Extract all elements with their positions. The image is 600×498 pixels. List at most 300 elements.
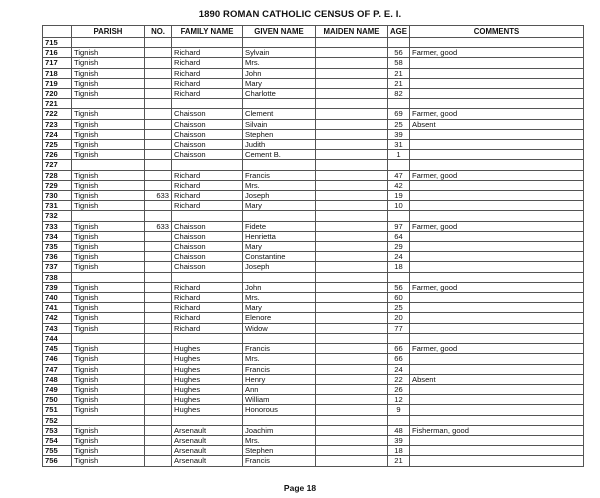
- age-cell: 19: [388, 191, 410, 201]
- maiden-name-cell: [316, 323, 388, 333]
- no-cell: [145, 68, 172, 78]
- family-name-cell: Hughes: [172, 374, 243, 384]
- age-cell: [388, 211, 410, 221]
- family-name-cell: Chaisson: [172, 262, 243, 272]
- maiden-name-cell: [316, 150, 388, 160]
- no-cell: 633: [145, 221, 172, 231]
- parish-cell: Tignish: [72, 405, 145, 415]
- table-row: [43, 89, 584, 99]
- column-header: NO.: [145, 26, 172, 38]
- given-name-cell: [243, 211, 316, 221]
- family-name-cell: Arsenault: [172, 446, 243, 456]
- maiden-name-cell: [316, 344, 388, 354]
- given-name-cell: Silvain: [243, 119, 316, 129]
- parish-cell: Tignish: [72, 364, 145, 374]
- row-number: 730: [43, 191, 72, 201]
- given-name-cell: Stephen: [243, 446, 316, 456]
- row-number: 728: [43, 170, 72, 180]
- comments-cell: Farmer, good: [410, 170, 584, 180]
- comments-cell: [410, 405, 584, 415]
- family-name-cell: Arsenault: [172, 456, 243, 466]
- no-cell: [145, 129, 172, 139]
- no-cell: [145, 140, 172, 150]
- table-row: [43, 231, 584, 241]
- comments-cell: [410, 262, 584, 272]
- row-number: 731: [43, 201, 72, 211]
- age-cell: 60: [388, 293, 410, 303]
- comments-cell: [410, 191, 584, 201]
- family-name-cell: [172, 38, 243, 48]
- age-cell: 77: [388, 323, 410, 333]
- parish-cell: Tignish: [72, 344, 145, 354]
- row-number: 735: [43, 242, 72, 252]
- parish-cell: Tignish: [72, 191, 145, 201]
- maiden-name-cell: [316, 364, 388, 374]
- comments-cell: Farmer, good: [410, 221, 584, 231]
- maiden-name-cell: [316, 374, 388, 384]
- table-row: [43, 323, 584, 333]
- maiden-name-cell: [316, 38, 388, 48]
- parish-cell: Tignish: [72, 221, 145, 231]
- comments-cell: [410, 129, 584, 139]
- comments-cell: [410, 180, 584, 190]
- table-row: [43, 109, 584, 119]
- given-name-cell: Cement B.: [243, 150, 316, 160]
- age-cell: 66: [388, 354, 410, 364]
- table-row: [43, 282, 584, 292]
- row-number: 734: [43, 231, 72, 241]
- age-cell: [388, 272, 410, 282]
- age-cell: 48: [388, 425, 410, 435]
- given-name-cell: Francis: [243, 364, 316, 374]
- given-name-cell: Mary: [243, 78, 316, 88]
- comments-cell: [410, 201, 584, 211]
- parish-cell: [72, 333, 145, 343]
- maiden-name-cell: [316, 180, 388, 190]
- comments-cell: [410, 140, 584, 150]
- maiden-name-cell: [316, 140, 388, 150]
- table-row: [43, 129, 584, 139]
- row-number: 737: [43, 262, 72, 272]
- parish-cell: Tignish: [72, 262, 145, 272]
- age-cell: 18: [388, 262, 410, 272]
- no-cell: [145, 435, 172, 445]
- no-cell: [145, 323, 172, 333]
- table-row: [43, 405, 584, 415]
- table-row: [43, 435, 584, 445]
- given-name-cell: [243, 272, 316, 282]
- maiden-name-cell: [316, 170, 388, 180]
- family-name-cell: Richard: [172, 313, 243, 323]
- age-cell: 82: [388, 89, 410, 99]
- given-name-cell: Clement: [243, 109, 316, 119]
- given-name-cell: Widow: [243, 323, 316, 333]
- row-number: 740: [43, 293, 72, 303]
- given-name-cell: Mary: [243, 242, 316, 252]
- row-number: 747: [43, 364, 72, 374]
- table-row: [43, 293, 584, 303]
- parish-cell: Tignish: [72, 78, 145, 88]
- maiden-name-cell: [316, 48, 388, 58]
- no-cell: [145, 405, 172, 415]
- table-row: [43, 252, 584, 262]
- row-number: 725: [43, 140, 72, 150]
- maiden-name-cell: [316, 99, 388, 109]
- table-row: [43, 150, 584, 160]
- family-name-cell: Richard: [172, 303, 243, 313]
- row-number: 736: [43, 252, 72, 262]
- parish-cell: Tignish: [72, 242, 145, 252]
- family-name-cell: Chaisson: [172, 140, 243, 150]
- maiden-name-cell: [316, 354, 388, 364]
- table-row: [43, 425, 584, 435]
- age-cell: 26: [388, 384, 410, 394]
- row-number: 719: [43, 78, 72, 88]
- age-cell: 25: [388, 119, 410, 129]
- family-name-cell: Chaisson: [172, 242, 243, 252]
- row-number: 744: [43, 333, 72, 343]
- comments-cell: [410, 293, 584, 303]
- age-cell: [388, 415, 410, 425]
- row-number: 716: [43, 48, 72, 58]
- family-name-cell: Hughes: [172, 364, 243, 374]
- row-number: 722: [43, 109, 72, 119]
- table-row: [43, 140, 584, 150]
- row-number: 715: [43, 38, 72, 48]
- maiden-name-cell: [316, 313, 388, 323]
- given-name-cell: Constantine: [243, 252, 316, 262]
- given-name-cell: Ann: [243, 384, 316, 394]
- row-number: 729: [43, 180, 72, 190]
- row-number: 752: [43, 415, 72, 425]
- given-name-cell: Mrs.: [243, 435, 316, 445]
- comments-cell: [410, 303, 584, 313]
- maiden-name-cell: [316, 456, 388, 466]
- parish-cell: Tignish: [72, 201, 145, 211]
- family-name-cell: Chaisson: [172, 109, 243, 119]
- maiden-name-cell: [316, 58, 388, 68]
- age-cell: 18: [388, 446, 410, 456]
- family-name-cell: Hughes: [172, 405, 243, 415]
- age-cell: 39: [388, 435, 410, 445]
- family-name-cell: Richard: [172, 48, 243, 58]
- parish-cell: [72, 211, 145, 221]
- comments-cell: Farmer, good: [410, 48, 584, 58]
- given-name-cell: Francis: [243, 170, 316, 180]
- given-name-cell: Mary: [243, 201, 316, 211]
- given-name-cell: John: [243, 282, 316, 292]
- maiden-name-cell: [316, 293, 388, 303]
- no-cell: [145, 150, 172, 160]
- age-cell: [388, 160, 410, 170]
- row-number: 739: [43, 282, 72, 292]
- table-row: [43, 119, 584, 129]
- comments-cell: [410, 395, 584, 405]
- given-name-cell: Joseph: [243, 262, 316, 272]
- family-name-cell: Chaisson: [172, 252, 243, 262]
- column-header: COMMENTS: [410, 26, 584, 38]
- table-row: [43, 446, 584, 456]
- row-number: 756: [43, 456, 72, 466]
- no-cell: [145, 180, 172, 190]
- age-cell: 9: [388, 405, 410, 415]
- no-cell: [145, 354, 172, 364]
- row-number: 750: [43, 395, 72, 405]
- age-cell: 42: [388, 180, 410, 190]
- row-number: 746: [43, 354, 72, 364]
- given-name-cell: Sylvain: [243, 48, 316, 58]
- age-cell: 20: [388, 313, 410, 323]
- row-number: 755: [43, 446, 72, 456]
- comments-cell: [410, 272, 584, 282]
- column-header: FAMILY NAME: [172, 26, 243, 38]
- age-cell: 21: [388, 68, 410, 78]
- given-name-cell: Mrs.: [243, 354, 316, 364]
- no-cell: [145, 231, 172, 241]
- maiden-name-cell: [316, 129, 388, 139]
- parish-cell: Tignish: [72, 231, 145, 241]
- no-cell: [145, 99, 172, 109]
- given-name-cell: Elenore: [243, 313, 316, 323]
- parish-cell: Tignish: [72, 323, 145, 333]
- family-name-cell: Richard: [172, 323, 243, 333]
- parish-cell: Tignish: [72, 68, 145, 78]
- age-cell: 25: [388, 303, 410, 313]
- parish-cell: Tignish: [72, 456, 145, 466]
- row-number: 724: [43, 129, 72, 139]
- no-cell: [145, 374, 172, 384]
- family-name-cell: Chaisson: [172, 231, 243, 241]
- maiden-name-cell: [316, 160, 388, 170]
- comments-cell: [410, 68, 584, 78]
- given-name-cell: Henry: [243, 374, 316, 384]
- page-number: Page 18: [283, 483, 317, 493]
- no-cell: [145, 293, 172, 303]
- row-number: 754: [43, 435, 72, 445]
- age-cell: [388, 333, 410, 343]
- row-number: 721: [43, 99, 72, 109]
- family-name-cell: Richard: [172, 68, 243, 78]
- age-cell: 29: [388, 242, 410, 252]
- parish-cell: Tignish: [72, 180, 145, 190]
- comments-cell: Absent: [410, 374, 584, 384]
- column-header: PARISH: [72, 26, 145, 38]
- age-cell: 12: [388, 395, 410, 405]
- parish-cell: Tignish: [72, 425, 145, 435]
- comments-cell: [410, 313, 584, 323]
- parish-cell: [72, 99, 145, 109]
- row-number: 753: [43, 425, 72, 435]
- age-cell: 66: [388, 344, 410, 354]
- parish-cell: Tignish: [72, 58, 145, 68]
- maiden-name-cell: [316, 405, 388, 415]
- parish-cell: Tignish: [72, 354, 145, 364]
- maiden-name-cell: [316, 435, 388, 445]
- family-name-cell: Richard: [172, 78, 243, 88]
- comments-cell: [410, 415, 584, 425]
- parish-cell: Tignish: [72, 395, 145, 405]
- maiden-name-cell: [316, 211, 388, 221]
- table-row: [43, 344, 584, 354]
- given-name-cell: Henrietta: [243, 231, 316, 241]
- row-number: 741: [43, 303, 72, 313]
- table-row: [43, 58, 584, 68]
- no-cell: [145, 160, 172, 170]
- age-cell: 21: [388, 78, 410, 88]
- column-header: GIVEN NAME: [243, 26, 316, 38]
- maiden-name-cell: [316, 109, 388, 119]
- family-name-cell: Arsenault: [172, 435, 243, 445]
- maiden-name-cell: [316, 415, 388, 425]
- census-table: [42, 25, 584, 467]
- no-cell: [145, 48, 172, 58]
- maiden-name-cell: [316, 303, 388, 313]
- comments-cell: Absent: [410, 119, 584, 129]
- table-row: [43, 170, 584, 180]
- parish-cell: Tignish: [72, 89, 145, 99]
- parish-cell: [72, 272, 145, 282]
- maiden-name-cell: [316, 395, 388, 405]
- given-name-cell: Francis: [243, 344, 316, 354]
- row-number: 738: [43, 272, 72, 282]
- given-name-cell: Stephen: [243, 129, 316, 139]
- no-cell: [145, 89, 172, 99]
- comments-cell: [410, 99, 584, 109]
- maiden-name-cell: [316, 68, 388, 78]
- maiden-name-cell: [316, 333, 388, 343]
- no-cell: [145, 58, 172, 68]
- no-cell: [145, 425, 172, 435]
- no-cell: [145, 201, 172, 211]
- table-row: [43, 221, 584, 231]
- parish-cell: [72, 38, 145, 48]
- given-name-cell: [243, 160, 316, 170]
- comments-cell: [410, 446, 584, 456]
- no-cell: [145, 242, 172, 252]
- age-cell: 58: [388, 58, 410, 68]
- family-name-cell: Hughes: [172, 384, 243, 394]
- comments-cell: Farmer, good: [410, 109, 584, 119]
- family-name-cell: Arsenault: [172, 425, 243, 435]
- maiden-name-cell: [316, 231, 388, 241]
- given-name-cell: Joseph: [243, 191, 316, 201]
- comments-cell: [410, 231, 584, 241]
- family-name-cell: Hughes: [172, 395, 243, 405]
- table-row: [43, 364, 584, 374]
- age-cell: 1: [388, 150, 410, 160]
- table-row: [43, 242, 584, 252]
- parish-cell: Tignish: [72, 170, 145, 180]
- maiden-name-cell: [316, 191, 388, 201]
- row-number: 743: [43, 323, 72, 333]
- family-name-cell: [172, 333, 243, 343]
- no-cell: [145, 364, 172, 374]
- no-cell: [145, 446, 172, 456]
- age-cell: 24: [388, 252, 410, 262]
- census-body: [43, 38, 584, 467]
- maiden-name-cell: [316, 78, 388, 88]
- comments-cell: Farmer, good: [410, 344, 584, 354]
- family-name-cell: [172, 160, 243, 170]
- row-number: 717: [43, 58, 72, 68]
- no-cell: [145, 262, 172, 272]
- age-cell: 97: [388, 221, 410, 231]
- no-cell: [145, 119, 172, 129]
- no-cell: [145, 282, 172, 292]
- no-cell: [145, 456, 172, 466]
- parish-cell: Tignish: [72, 435, 145, 445]
- comments-cell: [410, 354, 584, 364]
- maiden-name-cell: [316, 252, 388, 262]
- parish-cell: Tignish: [72, 252, 145, 262]
- given-name-cell: [243, 333, 316, 343]
- no-cell: [145, 109, 172, 119]
- no-cell: [145, 384, 172, 394]
- table-row: [43, 415, 584, 425]
- table-row: [43, 374, 584, 384]
- age-cell: [388, 99, 410, 109]
- no-cell: 633: [145, 191, 172, 201]
- age-cell: 10: [388, 201, 410, 211]
- no-cell: [145, 344, 172, 354]
- row-number: 751: [43, 405, 72, 415]
- row-number: 748: [43, 374, 72, 384]
- comments-cell: [410, 252, 584, 262]
- comments-cell: [410, 456, 584, 466]
- comments-cell: [410, 78, 584, 88]
- maiden-name-cell: [316, 282, 388, 292]
- no-cell: [145, 313, 172, 323]
- given-name-cell: John: [243, 68, 316, 78]
- family-name-cell: Chaisson: [172, 119, 243, 129]
- table-row: [43, 211, 584, 221]
- parish-cell: Tignish: [72, 446, 145, 456]
- no-cell: [145, 303, 172, 313]
- table-row: [43, 262, 584, 272]
- row-number: 749: [43, 384, 72, 394]
- given-name-cell: Francis: [243, 456, 316, 466]
- row-number: 726: [43, 150, 72, 160]
- given-name-cell: Mrs.: [243, 293, 316, 303]
- family-name-cell: Chaisson: [172, 129, 243, 139]
- family-name-cell: Richard: [172, 201, 243, 211]
- page-title: 1890 ROMAN CATHOLIC CENSUS OF P. E. I.: [198, 9, 402, 20]
- comments-cell: [410, 160, 584, 170]
- table-row: [43, 201, 584, 211]
- no-cell: [145, 415, 172, 425]
- table-row: [43, 303, 584, 313]
- given-name-cell: [243, 99, 316, 109]
- table-row: [43, 191, 584, 201]
- table-row: [43, 272, 584, 282]
- family-name-cell: Richard: [172, 282, 243, 292]
- given-name-cell: Fidete: [243, 221, 316, 231]
- no-cell: [145, 333, 172, 343]
- header-row: [43, 26, 584, 38]
- row-number: 727: [43, 160, 72, 170]
- parish-cell: Tignish: [72, 140, 145, 150]
- given-name-cell: Mrs.: [243, 58, 316, 68]
- parish-cell: [72, 160, 145, 170]
- comments-cell: [410, 364, 584, 374]
- table-row: [43, 456, 584, 466]
- given-name-cell: Mary: [243, 303, 316, 313]
- comments-cell: Fisherman, good: [410, 425, 584, 435]
- parish-cell: Tignish: [72, 282, 145, 292]
- row-number: 720: [43, 89, 72, 99]
- given-name-cell: Honorous: [243, 405, 316, 415]
- family-name-cell: Hughes: [172, 354, 243, 364]
